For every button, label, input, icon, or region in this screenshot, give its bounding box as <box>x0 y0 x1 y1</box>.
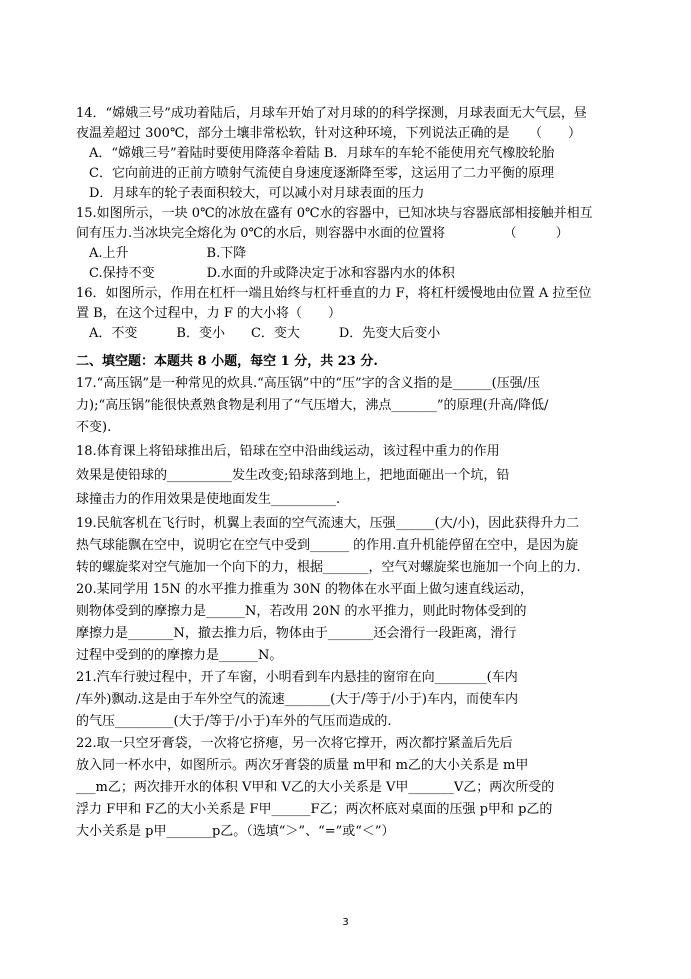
question-14-option-a-b: A．“嫦娥三号”着陆时要使用降落伞着陆 B．月球车的车轮不能使用充气橡胶轮胎 <box>76 146 555 161</box>
question-21-line-1: 21.汽车行驶过程中，开了车窗，小明看到车内悬挂的窗帘在向________(车内 <box>76 670 518 685</box>
question-22-line-4: 浮力 F甲和 F乙的大小关系是 F甲______F乙；两次杯底对桌面的压强 p甲和 p乙的 <box>76 802 553 817</box>
question-14-option-d: D．月球车的轮子表面积较大，可以减小对月球表面的压力 <box>76 186 425 201</box>
section-heading: 二、填空题：本题共 8 小题，每空 1 分，共 23 分. <box>76 354 378 369</box>
question-20-line-4: 过程中受到的的摩擦力是______N。 <box>76 648 283 663</box>
page-number: 3 <box>342 917 349 928</box>
question-15-line-1: 15.如图所示，一块 0℃的冰放在盛有 0℃水的容器中，已知冰块与容器底部相接触并相互 <box>76 206 593 221</box>
question-14-line-2: 夜温差超过 300℃，部分土壤非常松软，针对这种环境，下列说法正确的是 （ ） <box>76 126 581 141</box>
question-20-line-2: 则物体受到的摩擦力是______N，若改用 20N 的水平推力，则此时物体受到的 <box>76 604 527 619</box>
question-17-line-3: 不变). <box>76 420 112 435</box>
question-16-line-1: 16．如图所示，作用在杠杆一端且始终与杠杆垂直的力 F，将杠杆缓慢地由位置 A 拉至位 <box>76 286 592 301</box>
question-17-line-2: 力);“高压锅”能很快煮熟食物是利用了“气压增大，沸点_______”的原理(升高/降低/ <box>76 398 549 413</box>
question-16-options: A．不变 B．变小 C．变大 D．先变大后变小 <box>76 326 441 341</box>
question-18-line-1: 18.体育课上将铅球推出后，铅球在空中沿曲线运动，该过程中重力的作用 <box>76 444 500 459</box>
question-14-option-c: C．它向前进的正前方喷射气流使自身速度逐渐降至零，这运用了二力平衡的原理 <box>76 166 554 181</box>
question-14-line-1: 14．“嫦娥三号”成功着陆后，月球车开始了对月球的的科学探测，月球表面无大气层，昼 <box>76 106 587 121</box>
question-18-line-2: 效果是使铅球的__________发生改变;铅球落到地上，把地面砸出一个坑，铅 <box>76 468 510 483</box>
question-21-line-2: /车外)飘动.这是由于车外空气的流速_______(大于/等于/小于)车内，而使车内 <box>76 692 518 707</box>
question-16-line-2: 置 B，在这个过程中，力 F 的大小将（ ） <box>76 306 341 321</box>
question-15-line-2: 间有压力.当冰块完全熔化为 0℃的水后，则容器中水面的位置将 （ ） <box>76 226 569 241</box>
question-22-line-5: 大小关系是 p甲_______p乙。（选填“＞”、“=”或“＜”） <box>76 824 395 839</box>
question-19-line-3: 转的螺旋桨对空气施加一个向下的力，根据_______，空气对螺旋桨也施加一个向上的力. <box>76 560 581 575</box>
question-18-line-3: 球撞击力的作用效果是使地面发生__________. <box>76 492 341 507</box>
question-20-line-3: 摩擦力是_______N，撤去推力后，物体由于_______还会滑行一段距离，滑行 <box>76 626 517 641</box>
question-20-line-1: 20.某同学用 15N 的水平推力推重为 30N 的物体在水平面上做匀速直线运动， <box>76 582 534 597</box>
question-22-line-2: 放入同一杯水中，如图所示。两次牙膏袋的质量 m甲和 m乙的大小关系是 m甲 <box>76 758 529 773</box>
question-15-options-c-d: C.保持不变 D.水面的升或降决定于冰和容器内水的体积 <box>76 266 455 281</box>
question-17-line-1: 17.“高压锅”是一种常见的炊具.“高压锅”中的“压”字的含义指的是______(压强/压 <box>76 376 541 391</box>
question-15-options-a-b: A.上升 B.下降 <box>76 246 247 261</box>
question-22-line-1: 22.取一只空牙膏袋，一次将它挤瘪，另一次将它撑开，两次都拧紧盖后先后 <box>76 736 513 751</box>
question-21-line-3: 的气压_________(大于/等于/小于)车外的气压而造成的. <box>76 714 392 729</box>
question-22-line-3: ___m乙；两次排开水的体积 V甲和 V乙的大小关系是 V甲_______V乙；两次所受的 <box>76 780 555 795</box>
question-19-line-1: 19.民航客机在飞行时，机翼上表面的空气流速大，压强______(大/小)，因此获得升力二 <box>76 516 580 531</box>
question-19-line-2: 热气球能飘在空中，说明它在空气中受到______ 的作用.直升机能停留在空中，是因为旋 <box>76 538 579 553</box>
